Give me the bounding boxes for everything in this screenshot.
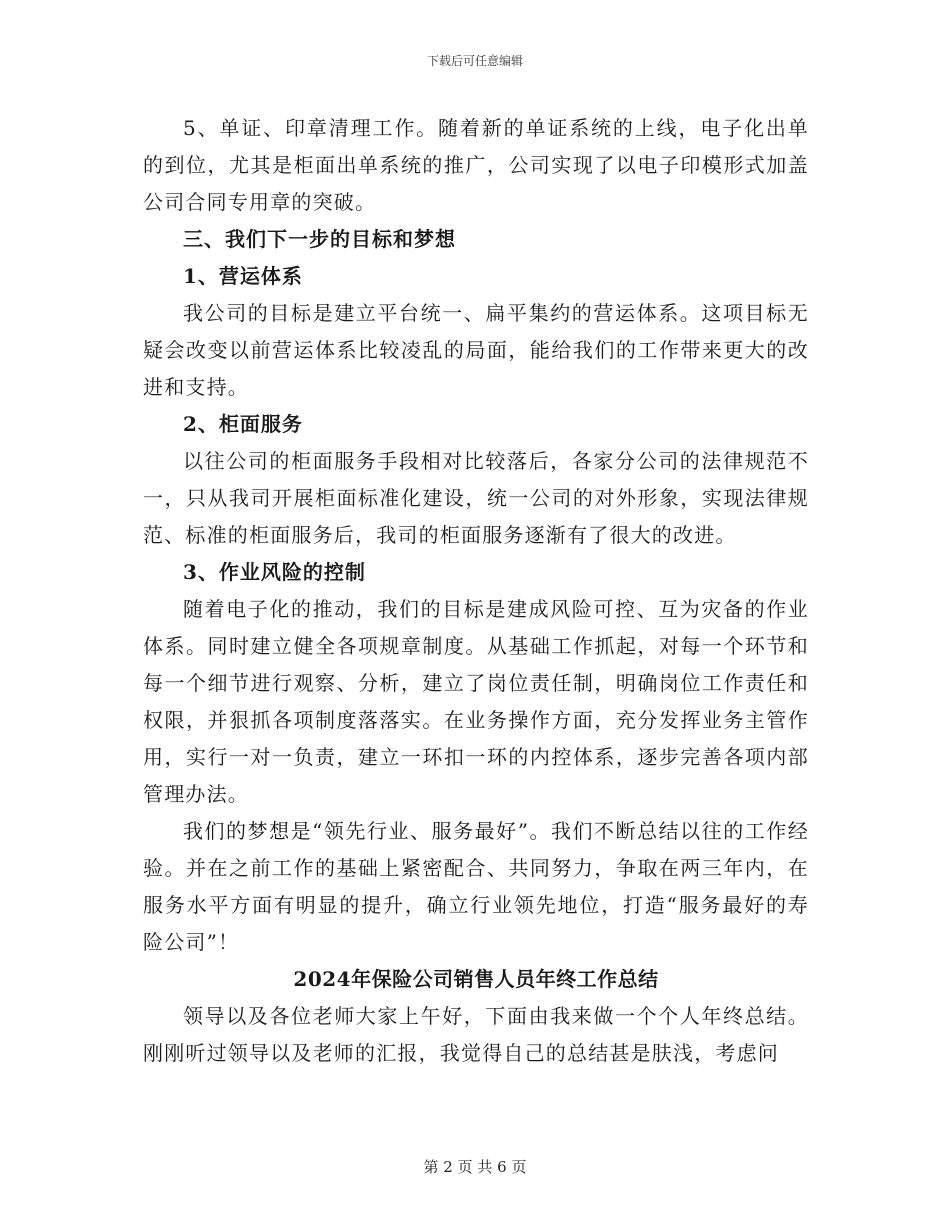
paragraph-dream: 我们的梦想是“领先行业、服务最好”。我们不断总结以往的工作经验。并在之前工作的基础上紧密配合、共同努力，争取在两三年内，在服务水平方面有明显的提升，确立行业领先地位，打造“服务最好的寿险公司”！: [143, 819, 809, 954]
paragraph-summary-intro: 领导以及各位老师大家上午好，下面由我来做一个个人年终总结。刚刚听过领导以及老师的汇报，我觉得自己的总结甚是肤浅，考虑问: [143, 1004, 809, 1065]
paragraph-counter-service: 以往公司的柜面服务手段相对比较落后，各家分公司的法律规范不一，只从我司开展柜面标准化建设，统一公司的对外形象，实现法律规范、标准的柜面服务后，我司的柜面服务逐渐有了很大的改进。: [143, 449, 809, 547]
section-heading-goals: 三、我们下一步的目标和梦想: [183, 227, 456, 251]
subheading-risk-control: 3、作业风险的控制: [183, 560, 366, 584]
page-number: 第 2 页 共 6 页: [423, 1158, 527, 1176]
subheading-counter-service: 2、柜面服务: [183, 412, 303, 436]
page-header: 下载后可任意编辑: [426, 54, 523, 68]
paragraph-risk-control: 随着电子化的推动，我们的目标是建成风险可控、互为灾备的作业体系。同时建立健全各项规章制度。从基础工作抓起，对每一个环节和每一个细节进行观察、分析，建立了岗位责任制，明确岗位工作责任和权限，并狠抓各项制度落落实。在业务操作方面，充分发挥业务主管作用，实行一对一负责，建立一环扣一环的内控体系，逐步完善各项内部管理办法。: [143, 597, 809, 806]
document-body: [143, 110, 809, 1072]
paragraph-operation-system: 我公司的目标是建立平台统一、扁平集约的营运体系。这项目标无疑会改变以前营运体系比较凌乱的局面，能给我们的工作带来更大的改进和支持。: [143, 301, 809, 399]
document-title-2024-summary: 2024年保险公司销售人员年终工作总结: [293, 967, 659, 991]
subheading-operation-system: 1、营运体系: [183, 264, 303, 288]
paragraph-seal-cleanup: 5、单证、印章清理工作。随着新的单证系统的上线，电子化出单的到位，尤其是柜面出单系统的推广，公司实现了以电子印模形式加盖公司合同专用章的突破。: [143, 116, 809, 214]
